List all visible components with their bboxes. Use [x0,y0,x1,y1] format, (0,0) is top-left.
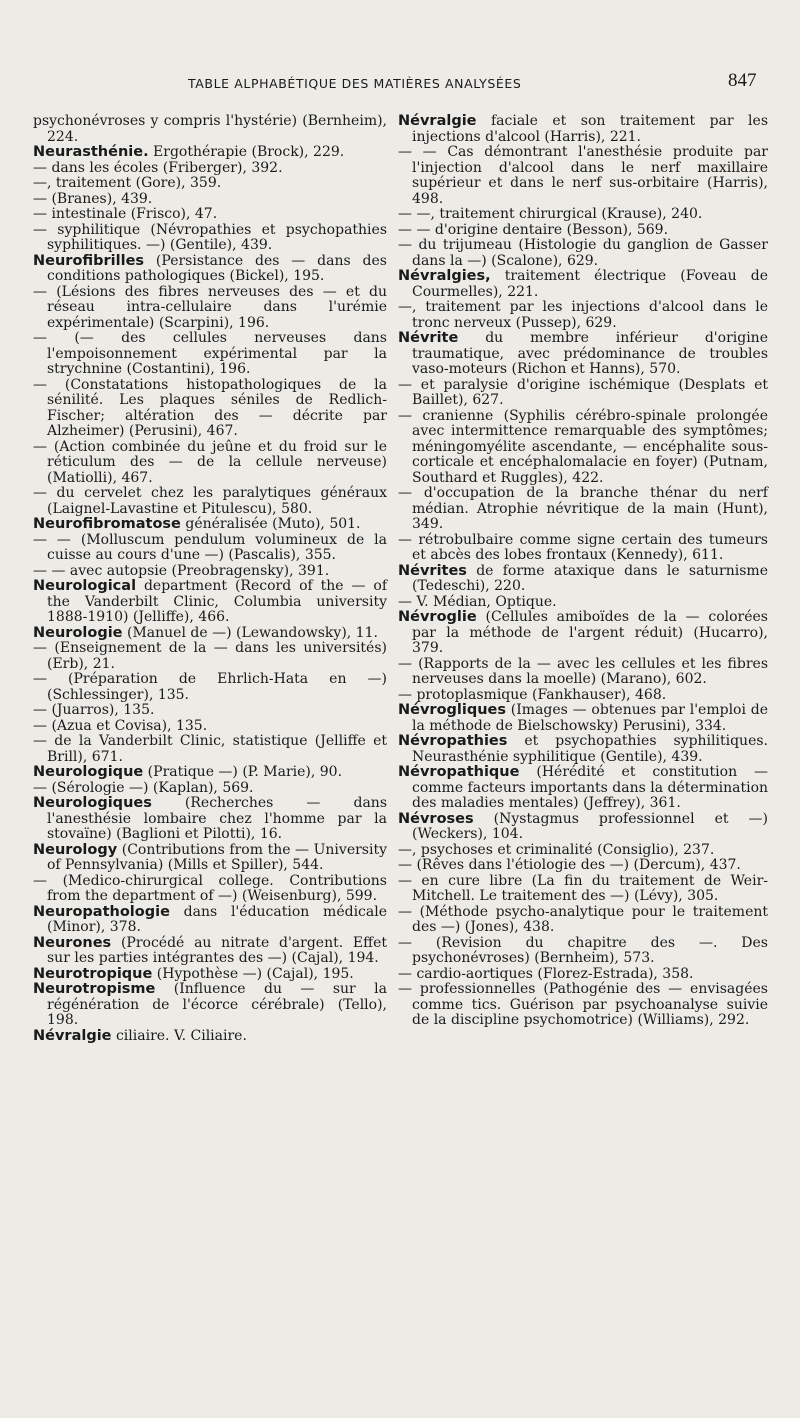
index-entry [398,223,768,239]
entry-headword: Neurologiques [33,795,152,811]
index-entry [33,517,387,533]
index-entry [398,207,768,223]
page-number: 847 [728,70,757,91]
entry-text: — (Medico-chirurgical college. Contributions from the department of —) (Weisenburg), 599. [33,872,387,904]
index-entry [398,564,768,595]
entry-text: — de la Vanderbilt Clinic, statistique (Jelliffe et Brill), 671. [33,733,387,765]
index-entry [33,905,387,936]
index-entry [33,176,387,192]
entry-headword: Névroses [398,810,474,827]
running-title: TABLE ALPHABÉTIQUE DES MATIÈRES ANALYSÉES [188,76,522,91]
entry-text: — rétrobulbaire comme signe certain des tumeurs et abcès des lobes frontaux (Kennedy), 611. [398,531,768,563]
entry-headword: Névrite [398,330,459,346]
index-entry [398,858,768,874]
index-entry [398,269,768,300]
index-entry [33,378,387,440]
index-entry [33,207,387,223]
index-entry [33,719,387,735]
entry-text: psychonévroses y compris l'hystérie) (Bernheim), 224. [33,113,387,145]
entry-text: faciale et son traitement par les injections d'alcool (Harris), 221. [412,113,768,145]
entry-headword: Neurofibromatose [33,516,181,532]
entry-text: — (Juarros), 135. [33,702,155,718]
entry-text: —, traitement par les injections d'alcool dans le tronc nerveux (Pussep), 629. [398,299,768,331]
entry-text: —, psychoses et criminalité (Consiglio), 237. [398,841,715,858]
index-entry [33,1029,387,1045]
entry-text: — professionnelles (Pathogénie des — envisagées comme tics. Guérison par psychoanalyse suivie de la discipline psychomotrice) (Williams), 292. [398,981,768,1028]
index-entry [33,765,387,781]
entry-text: — (Revision du chapitre des —. Des psychonévroses) (Bernheim), 573. [398,934,768,966]
entry-text: (Contributions from the — University of Pennsylvania) (Mills et Spiller), 544. [47,841,387,873]
entry-text: (Influence du — sur la régénération de l'écorce cérébrale) (Tello), 198. [47,981,387,1028]
entry-text: — dans les écoles (Friberger), 392. [33,159,283,176]
entry-text: — du trijumeau (Histologie du ganglion de Gasser dans la —) (Scalone), 629. [398,237,768,269]
entry-headword: Neuropathologie [33,903,170,920]
index-entry [33,254,387,285]
entry-text: — (Azua et Covisa), 135. [33,717,208,734]
entry-text: — (Constatations histopathologiques de la sénilité. Les plaques séniles de Redlich-Fischer; altération des — décrite par Alzheimer) (Perusini), 467. [33,376,387,439]
index-entry [33,967,387,983]
entry-text: — — (Molluscum pendulum volumineux de la cuisse au cours d'une —) (Pascalis), 355. [33,531,387,563]
entry-text: généralisée (Muto), 501. [180,516,361,532]
index-entry [398,114,768,145]
index-entry [398,610,768,657]
index-entry [398,843,768,859]
index-entry [33,440,387,487]
entry-text: (Cellules amiboïdes de la — colorées par la méthode de l'argent réduit) (Hucarro), 379. [412,609,768,656]
entry-headword: Neurologique [33,764,144,780]
entry-text: — syphilitique (Névropathies et psychopathies syphilitiques. —) (Gentile), 439. [33,221,387,253]
index-entry [33,734,387,765]
entry-headword: Névralgie [33,1027,112,1044]
index-column-left [33,114,387,1044]
entry-text: —, traitement (Gore), 359. [33,175,222,191]
entry-headword: Neurotropique [33,965,153,982]
entry-text: — (Préparation de Ehrlich-Hata en —) (Schlessinger), 135. [33,671,387,703]
entry-headword: Neurologie [33,624,123,641]
entry-text: — et paralysie d'origine ischémique (Desplats et Baillet), 627. [398,376,768,408]
index-entry [398,703,768,734]
entry-text: Ergothérapie (Brock), 229. [148,144,345,160]
entry-text: — — d'origine dentaire (Besson), 569. [398,221,669,238]
entry-text: — (Enseignement de la — dans les universités) (Erb), 21. [33,640,387,672]
entry-text: (Persistance des — dans des conditions pathologiques (Bickel), 195. [47,252,387,284]
entry-headword: Neurofibrilles [33,252,145,269]
entry-text: — (Lésions des fibres nerveuses des — et du réseau intra-cellulaire dans l'urémie expérimentale) (Scarpini), 196. [33,283,387,331]
index-entry [398,145,768,207]
index-entry [33,672,387,703]
entry-headword: Neurasthénie. [33,144,149,160]
entry-text: — cardio-aortiques (Florez-Estrada), 358. [398,965,694,982]
index-entry [33,781,387,797]
entry-text: department (Record of the — of the Vanderbilt Clinic, Columbia university 1888-1910) (Jelliffe), 466. [47,578,387,625]
page-header [0,70,800,100]
index-entry [398,486,768,533]
index-entry [398,595,768,611]
entry-text: ciliaire. V. Ciliaire. [111,1027,247,1044]
entry-text: — en cure libre (La fin du traitement de Weir-Mitchell. Le traitement des —) (Lévy), 305. [398,872,768,904]
index-entry [33,796,387,843]
index-entry [398,238,768,269]
index-entry [398,874,768,905]
index-entry [33,145,387,161]
index-entry [398,765,768,812]
index-entry [33,874,387,905]
index-entry [398,734,768,765]
entry-text: — (Méthode psycho-analytique pour le traitement des —) (Jones), 438. [398,903,768,935]
entry-headword: Neurotropisme [33,981,156,997]
entry-text: du membre inférieur d'origine traumatique, avec prédominance de troubles vaso-moteurs (Richon et Hanns), 570. [412,330,768,377]
index-entry [33,192,387,208]
index-entry [398,300,768,331]
entry-text: — (Rêves dans l'étiologie des —) (Dercum), 437. [398,857,741,873]
index-entry [398,905,768,936]
entry-text: — cranienne (Syphilis cérébro-spinale prolongée avec intermittence remarquable des symptômes; méningomyélite ascendante, — encéphalite sous-corticale et encéphalomalacie en foyer) (Putnam, Southard et Ruggles), 422. [398,407,768,486]
index-entry [33,579,387,626]
index-entry [398,378,768,409]
entry-text: (Nystagmus professionnel et —) (Weckers), 104. [412,810,768,842]
index-entry [398,982,768,1029]
index-entry [398,331,768,378]
entry-text: — — avec autopsie (Preobragensky), 391. [33,562,330,579]
index-entry [33,486,387,517]
index-entry [33,114,387,145]
entry-text: — du cervelet chez les paralytiques généraux (Laignel-Lavastine et Pitulescu), 580. [33,485,387,517]
entry-text: — (Action combinée du jeûne et du froid sur le réticulum des — de la cellule nerveuse) (Matiolli), 467. [33,438,387,486]
entry-text: — intestinale (Frisco), 47. [33,206,218,222]
entry-text: — (Rapports de la — avec les cellules et les fibres nerveuses dans la moelle) (Marano), 602. [398,655,768,687]
index-entry [398,812,768,843]
index-column-right [398,114,768,1029]
entry-headword: Névrogliques [398,702,507,718]
index-entry [33,703,387,719]
entry-headword: Névralgie [398,113,477,129]
index-entry [33,936,387,967]
entry-headword: Névroglie [398,609,477,625]
index-entry [33,564,387,580]
entry-text: — (Branes), 439. [33,190,153,207]
entry-text: (Procédé au nitrate d'argent. Effet sur les parties intégrantes des —) (Cajal), 194. [47,934,387,966]
index-entry [33,843,387,874]
index-entry [398,409,768,487]
index-entry [33,626,387,642]
entry-headword: Neurological [33,578,137,594]
entry-headword: Névralgies, [398,268,491,284]
index-entry [33,533,387,564]
entry-text: — V. Médian, Optique. [398,593,557,610]
entry-text: (Hérédité et constitution — comme facteurs importants dans la détermination des maladies mentales) (Jeffrey), 361. [412,764,769,811]
entry-text: (Images — obtenues par l'emploi de la méthode de Bielschowsky) Perusini), 334. [412,702,768,734]
entry-text: — (Sérologie —) (Kaplan), 569. [33,779,254,796]
index-entry [33,223,387,254]
index-entry [398,533,768,564]
entry-text: — — Cas démontrant l'anesthésie produite par l'injection d'alcool dans le nerf maxillaire supérieur et dans le nerf sus-orbitaire (Harris), 498. [398,144,768,207]
entry-text: (Manuel de —) (Lewandowsky), 11. [122,624,378,641]
entry-text: — —, traitement chirurgical (Krause), 240. [398,206,703,222]
entry-headword: Névrites [398,562,467,579]
entry-text: (Recherches — dans l'anesthésie lombaire chez l'homme par la stovaïne) (Baglioni et Pilotti), 16. [47,795,387,842]
entry-text: — (— des cellules nerveuses dans l'empoisonnement expérimental par la strychnine (Costantini), 196. [33,330,387,377]
entry-text: — d'occupation de la branche thénar du nerf médian. Atrophie névritique de la main (Hunt), 349. [398,485,768,532]
entry-text: dans l'éducation médicale (Minor), 378. [47,903,387,935]
entry-text: — protoplasmique (Fankhauser), 468. [398,686,667,703]
index-entry [398,967,768,983]
entry-text: et psychopathies syphilitiques. Neurasthénie syphilitique (Gentile), 439. [412,733,768,765]
index-entry [33,285,387,332]
entry-text: (Hypothèse —) (Cajal), 195. [152,965,354,982]
entry-headword: Neurones [33,934,112,951]
index-entry [398,936,768,967]
index-entry [33,161,387,177]
index-entry [33,982,387,1029]
index-entry [398,657,768,688]
entry-text: traitement électrique (Foveau de Courmelles), 221. [412,268,768,300]
entry-text: (Pratique —) (P. Marie), 90. [143,764,343,780]
entry-headword: Neurology [33,841,118,858]
index-entry [33,641,387,672]
index-entry [33,331,387,378]
index-entry [398,688,768,704]
entry-text: de forme ataxique dans le saturnisme (Tedeschi), 220. [412,562,768,594]
entry-headword: Névropathies [398,733,508,749]
entry-headword: Névropathique [398,764,520,780]
